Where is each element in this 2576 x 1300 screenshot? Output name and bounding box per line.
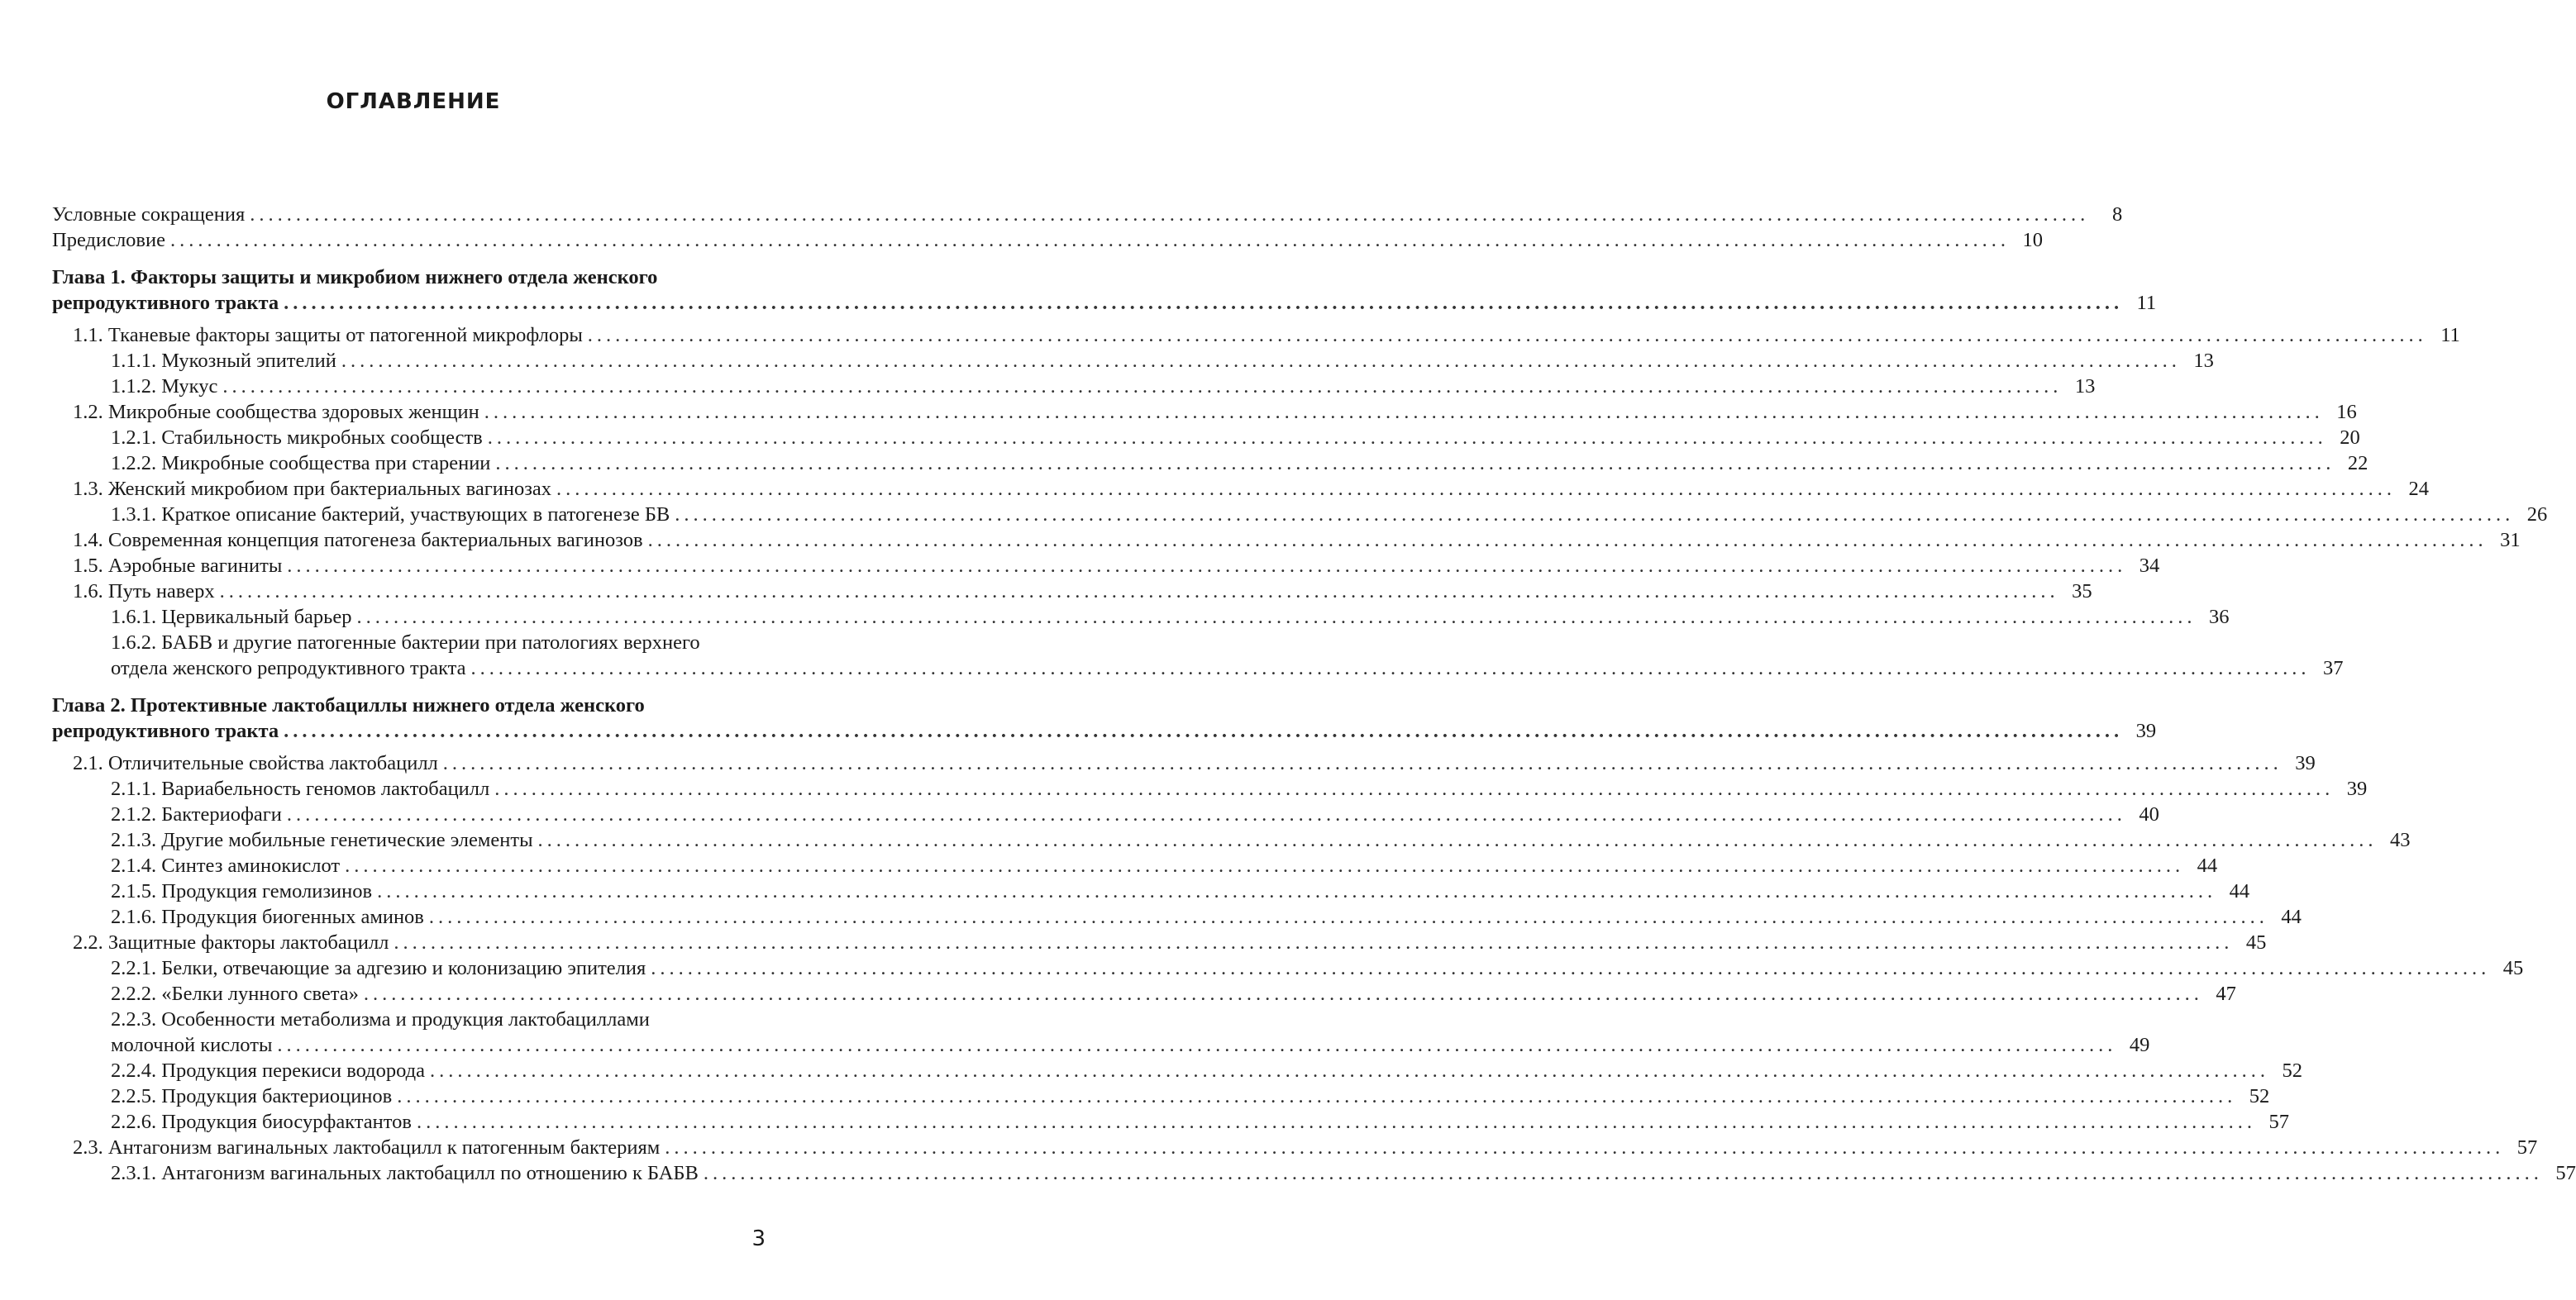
toc-entry <box>111 450 2368 476</box>
dot-leader: ........................................................................................................................................................................................................ <box>470 657 2311 679</box>
dot-leader: ........................................................................................................................................................................................................ <box>394 931 2234 954</box>
toc-entry-title-line: Глава 1. Факторы защиты и микробиом нижнего отдела женского <box>52 266 658 288</box>
toc-entry <box>111 1007 2150 1058</box>
toc-entry <box>111 802 2159 827</box>
toc-entry-title: 2.1.1. Вариабельность геномов лактобацилл <box>111 778 490 800</box>
toc-entry-title: 2.2.4. Продукция перекиси водорода <box>111 1060 426 1082</box>
dot-leader: ........................................................................................................................................................................................................ <box>675 503 2515 526</box>
toc-entry-title: 2.1.6. Продукция биогенных аминов <box>111 906 424 928</box>
toc-entry-title: 2.3. Антагонизм вагинальных лактобацилл к патогенным бактериям <box>73 1136 661 1159</box>
toc-entry <box>111 827 2411 853</box>
dot-leader: ........................................................................................................................................................................................................ <box>556 478 2397 500</box>
dot-leader: ........................................................................................................................................................................................................ <box>284 292 2124 314</box>
toc-entry-title: отдела женского репродуктивного тракта <box>111 657 466 679</box>
dot-leader: ........................................................................................................................................................................................................ <box>341 350 2181 372</box>
toc-entry <box>52 227 2043 253</box>
toc-entry-title: 2.2.1. Белки, отвечающие за адгезию и колонизацию эпителия <box>111 957 646 979</box>
toc-entry-page: 35 <box>2072 580 2092 602</box>
toc-chapter <box>52 264 2157 316</box>
toc-entry-title: 1.3. Женский микробиом при бактериальных вагинозах <box>73 478 552 500</box>
toc-entry-page: 57 <box>2555 1162 2576 1184</box>
toc-entry-title: 2.2.6. Продукция биосурфактантов <box>111 1111 412 1133</box>
toc-entry <box>111 904 2302 930</box>
toc-entry <box>111 776 2368 802</box>
dot-leader: ........................................................................................................................................................................................................ <box>430 1060 2270 1082</box>
toc-entry-page: 11 <box>2136 292 2157 314</box>
dot-leader: ........................................................................................................................................................................................................ <box>665 1136 2505 1159</box>
dot-leader: ........................................................................................................................................................................................................ <box>277 1034 2117 1056</box>
toc-entry-page: 39 <box>2295 752 2316 774</box>
toc-entry-page: 8 <box>2112 203 2123 226</box>
toc-entry-title: 1.1.1. Мукозный эпителий <box>111 350 336 372</box>
dot-leader: ........................................................................................................................................................................................................ <box>222 375 2063 398</box>
toc-entry-title: 1.2.1. Стабильность микробных сообществ <box>111 426 483 449</box>
toc-entry <box>73 750 2316 776</box>
toc-entry-title: 1.2. Микробные сообщества здоровых женщин <box>73 401 479 423</box>
toc-entry-title: 2.1.5. Продукция гемолизинов <box>111 880 373 902</box>
toc-entry-page: 44 <box>2281 906 2302 928</box>
dot-leader: ........................................................................................................................................................................................................ <box>587 324 2427 346</box>
toc-entry-title-line: Глава 2. Протективные лактобациллы нижнего отдела женского <box>52 694 645 717</box>
dot-leader: ........................................................................................................................................................................................................ <box>169 229 2010 251</box>
toc-entry-page: 11 <box>2440 324 2460 346</box>
toc-entry-page: 36 <box>2208 606 2230 628</box>
toc-entry <box>73 399 2357 425</box>
toc-entry-page: 40 <box>2139 803 2159 826</box>
toc-entry-page: 22 <box>2347 452 2368 474</box>
toc-entry-page: 44 <box>2229 880 2250 902</box>
toc-chapter <box>52 693 2157 744</box>
toc-entry-page: 52 <box>2282 1060 2303 1082</box>
toc-entry-page: 13 <box>2074 375 2096 398</box>
toc-entry <box>73 579 2092 604</box>
toc-entry <box>111 853 2218 879</box>
toc-entry-page: 45 <box>2245 931 2267 954</box>
dot-leader: ........................................................................................................................................................................................................ <box>397 1085 2237 1107</box>
toc-entry-page: 57 <box>2516 1136 2538 1159</box>
page-title: ОГЛАВЛЕНИЕ <box>326 89 501 114</box>
toc-entry-title: Условные сокращения <box>52 203 246 226</box>
toc-entry-page: 52 <box>2249 1085 2270 1107</box>
dot-leader: ........................................................................................................................................................................................................ <box>416 1111 2256 1133</box>
dot-leader: ........................................................................................................................................................................................................ <box>494 778 2335 800</box>
toc-entry-page: 49 <box>2129 1034 2150 1056</box>
dot-leader: ........................................................................................................................................................................................................ <box>250 203 2090 226</box>
toc-entry-page: 10 <box>2022 229 2043 251</box>
dot-leader: ........................................................................................................................................................................................................ <box>284 720 2124 742</box>
toc-entry <box>111 879 2250 904</box>
toc-entry-page: 57 <box>2268 1111 2289 1133</box>
toc-entry-page: 24 <box>2408 478 2430 500</box>
toc-entry <box>111 1058 2303 1083</box>
toc-entry-title: репродуктивного тракта <box>52 720 279 742</box>
dot-leader: ........................................................................................................................................................................................................ <box>286 803 2126 826</box>
dot-leader: ........................................................................................................................................................................................................ <box>647 529 2488 551</box>
toc-entry <box>111 1083 2270 1109</box>
dot-leader: ........................................................................................................................................................................................................ <box>219 580 2059 602</box>
dot-leader: ........................................................................................................................................................................................................ <box>287 555 2127 577</box>
dot-leader: ........................................................................................................................................................................................................ <box>651 957 2491 979</box>
toc-entry-title: 1.1.2. Мукус <box>111 375 218 398</box>
toc-entry-title: 2.3.1. Антагонизм вагинальных лактобацилл по отношению к БАБВ <box>111 1162 699 1184</box>
toc-entry-page: 45 <box>2502 957 2524 979</box>
toc-entry-title: 2.1.3. Другие мобильные генетические элементы <box>111 829 533 851</box>
toc-entry-page: 39 <box>2135 720 2157 742</box>
toc-entry <box>111 348 2214 374</box>
toc-entry-title: 2.1. Отличительные свойства лактобацилл <box>73 752 438 774</box>
dot-leader: ........................................................................................................................................................................................................ <box>484 401 2324 423</box>
toc-entry-title: 1.4. Современная концепция патогенеза бактериальных вагинозов <box>73 529 643 551</box>
toc-entry-page: 44 <box>2197 855 2218 877</box>
page-number: 3 <box>751 1226 766 1251</box>
toc-entry <box>73 930 2267 955</box>
toc-entry-title: 2.2.5. Продукция бактериоцинов <box>111 1085 393 1107</box>
toc-entry-page: 13 <box>2193 350 2214 372</box>
toc-entry-page: 39 <box>2346 778 2368 800</box>
toc-entry <box>73 527 2521 553</box>
dot-leader: ........................................................................................................................................................................................................ <box>487 426 2327 449</box>
toc-entry-title: 1.2.2. Микробные сообщества при старении <box>111 452 491 474</box>
toc-entry-title: Предисловие <box>52 229 165 251</box>
toc-entry-title: репродуктивного тракта <box>52 292 279 314</box>
toc-entry <box>111 425 2360 450</box>
dot-leader: ........................................................................................................................................................................................................ <box>703 1162 2543 1184</box>
dot-leader: ........................................................................................................................................................................................................ <box>495 452 2335 474</box>
toc-entry-title: 2.2. Защитные факторы лактобацилл <box>73 931 389 954</box>
toc-entry-title: молочной кислоты <box>111 1034 273 1056</box>
toc-entry-page: 47 <box>2216 983 2236 1005</box>
toc-entry-title: 2.1.2. Бактериофаги <box>111 803 282 826</box>
toc-entry-title: 2.2.2. «Белки лунного света» <box>111 983 359 1005</box>
toc-entry <box>111 630 2344 681</box>
toc-entry <box>52 202 2123 227</box>
toc-entry-title: 1.1. Тканевые факторы защиты от патогенной микрофлоры <box>73 324 583 346</box>
dot-leader: ........................................................................................................................................................................................................ <box>356 606 2197 628</box>
toc-entry-title: 1.3.1. Краткое описание бактерий, участвующих в патогенезе БВ <box>111 503 670 526</box>
toc-entry <box>111 1109 2289 1135</box>
toc-entry-page: 16 <box>2336 401 2357 423</box>
toc-entry-page: 37 <box>2323 657 2344 679</box>
dot-leader: ........................................................................................................................................................................................................ <box>428 906 2268 928</box>
toc-entry-title-line: 1.6.2. БАБВ и другие патогенные бактерии при патологиях верхнего <box>111 631 700 654</box>
toc-entry-page: 26 <box>2526 503 2548 526</box>
dot-leader: ........................................................................................................................................................................................................ <box>537 829 2378 851</box>
toc-entry <box>111 374 2096 399</box>
toc-entry-title: 1.6. Путь наверх <box>73 580 215 602</box>
toc-entry <box>111 502 2548 527</box>
toc-entry-title-line: 2.2.3. Особенности метаболизма и продукция лактобациллами <box>111 1008 650 1031</box>
toc-entry-page: 20 <box>2340 426 2360 449</box>
toc-entry-page: 31 <box>2500 529 2521 551</box>
toc-entry-title: 1.5. Аэробные вагиниты <box>73 555 283 577</box>
toc-entry-title: 2.1.4. Синтез аминокислот <box>111 855 341 877</box>
dot-leader: ........................................................................................................................................................................................................ <box>345 855 2185 877</box>
dot-leader: ........................................................................................................................................................................................................ <box>442 752 2283 774</box>
toc-entry <box>73 1135 2538 1160</box>
dot-leader: ........................................................................................................................................................................................................ <box>377 880 2217 902</box>
dot-leader: ........................................................................................................................................................................................................ <box>363 983 2203 1005</box>
toc-entry-title: 1.6.1. Цервикальный барьер <box>111 606 352 628</box>
toc-entry <box>111 604 2230 630</box>
table-of-contents <box>0 202 2576 1186</box>
toc-entry-page: 43 <box>2390 829 2411 851</box>
toc-entry <box>73 476 2430 502</box>
toc-entry <box>111 955 2524 981</box>
toc-entry-page: 34 <box>2139 555 2160 577</box>
toc-entry <box>73 553 2160 579</box>
toc-entry <box>111 1160 2576 1186</box>
toc-entry <box>73 322 2460 348</box>
toc-entry <box>111 981 2236 1007</box>
